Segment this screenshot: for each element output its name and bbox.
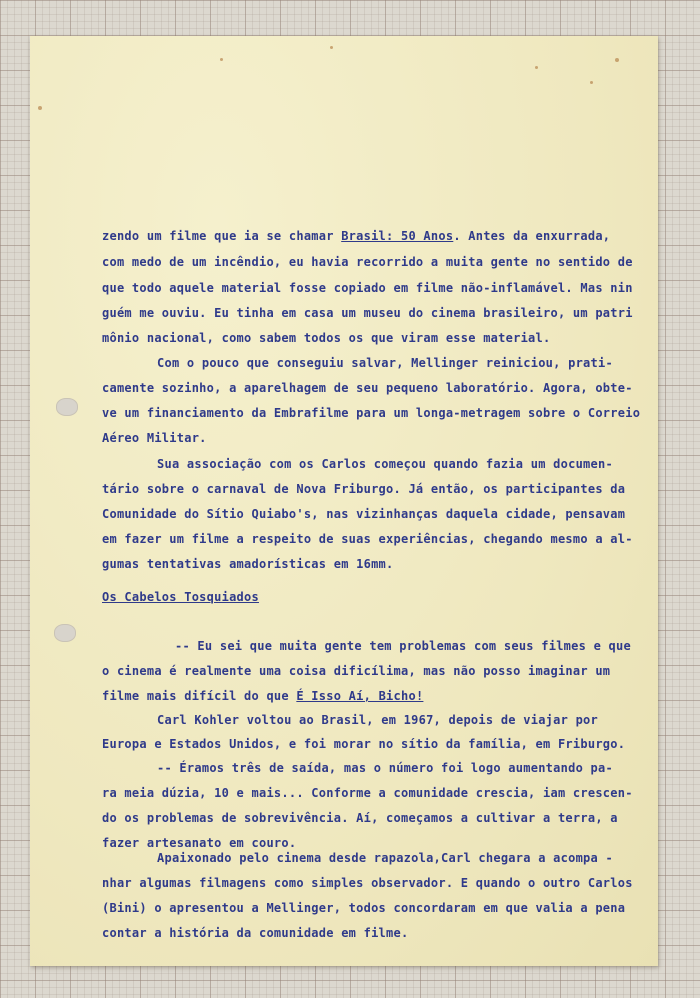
text-line (157, 457, 613, 471)
line-text: (Bini) o apresentou a Mellinger, todos concordaram em que valia a pena (102, 901, 626, 915)
line-text: Europa e Estados Unidos, e foi morar no sítio da família, em Friburgo. (102, 737, 626, 751)
line-text: que todo aquele material fosse copiado em filme não-inflamável. Mas nin (102, 281, 633, 295)
paper-stain (590, 81, 593, 84)
line-text: o cinema é realmente uma coisa dificílima, mas não posso imaginar um (102, 664, 611, 678)
text-line (102, 737, 625, 751)
line-text: camente sozinho, a aparelhagem de seu pequeno laboratório. Agora, obte- (102, 381, 633, 395)
text-line (102, 281, 633, 295)
line-text: Carl Kohler voltou ao Brasil, em 1967, depois de viajar por (157, 713, 599, 727)
line-text: Comunidade do Sítio Quiabo's, nas vizinhanças daquela cidade, pensavam (102, 507, 626, 521)
text-line (102, 926, 408, 940)
punch-hole (56, 398, 78, 416)
line-text: fazer artesanato em couro. (102, 836, 297, 850)
typewritten-page (30, 36, 658, 966)
text-line (157, 761, 613, 775)
paper-stain (330, 46, 333, 49)
line-text: com medo de um incêndio, eu havia recorrido a muita gente no sentido de (102, 255, 633, 269)
text-line (157, 356, 613, 370)
text-line (102, 507, 625, 521)
text-line (102, 306, 633, 320)
line-text: Aéreo Militar. (102, 431, 207, 445)
line-text: -- Eu sei que muita gente tem problemas com seus filmes e que (175, 639, 631, 653)
paper-stain (615, 58, 619, 62)
line-text: zendo um filme que ia se chamar (102, 229, 342, 243)
text-line (102, 557, 394, 571)
line-text: gumas tentativas amadorísticas em 16mm. (102, 557, 394, 571)
underlined-title: É Isso Aí, Bicho! (296, 689, 424, 703)
text-line (102, 786, 633, 800)
text-line (102, 229, 610, 243)
text-line (102, 482, 625, 496)
paper-stain (220, 58, 223, 61)
section-heading (102, 590, 259, 604)
text-line (102, 255, 633, 269)
line-text: Com o pouco que conseguiu salvar, Mellinger reiniciou, prati- (157, 356, 613, 370)
paper-stain (535, 66, 538, 69)
text-line (157, 713, 598, 727)
text-line (102, 901, 625, 915)
line-text: Sua associação com os Carlos começou quando fazia um documen- (157, 457, 613, 471)
paper-stain (38, 106, 42, 110)
line-text: do os problemas de sobrevivência. Aí, começamos a cultivar a terra, a (102, 811, 618, 825)
underlined-title: Brasil: 50 Anos (341, 229, 454, 243)
line-text: filme mais difícil do que (102, 689, 297, 703)
text-line (102, 431, 207, 445)
line-text: nhar algumas filmagens como simples observador. E quando o outro Carlos (102, 876, 633, 890)
line-text: . Antes da enxurrada, (453, 229, 611, 243)
text-line (102, 406, 640, 420)
text-line (102, 876, 633, 890)
line-text: ve um financiamento da Embrafilme para um longa-metragem sobre o Correio (102, 406, 641, 420)
text-line (102, 836, 296, 850)
text-line (102, 381, 633, 395)
line-text: tário sobre o carnaval de Nova Friburgo. Já então, os participantes da (102, 482, 626, 496)
text-line (102, 811, 618, 825)
text-line (102, 532, 633, 546)
text-line (102, 664, 610, 678)
punch-hole (54, 624, 76, 642)
line-text: ra meia dúzia, 10 e mais... Conforme a comunidade crescia, iam crescen- (102, 786, 633, 800)
underlined-title: Os Cabelos Tosquiados (102, 590, 259, 604)
line-text: contar a história da comunidade em filme. (102, 926, 409, 940)
line-text: -- Éramos três de saída, mas o número foi logo aumentando pa- (157, 761, 613, 775)
line-text: mônio nacional, como sabem todos os que viram esse material. (102, 331, 551, 345)
line-text: em fazer um filme a respeito de suas experiências, chegando mesmo a al- (102, 532, 633, 546)
line-text: Apaixonado pelo cinema desde rapazola,Carl chegara a acompa - (157, 851, 613, 865)
text-line (157, 851, 613, 865)
text-line (102, 331, 550, 345)
line-text: guém me ouviu. Eu tinha em casa um museu do cinema brasileiro, um patri (102, 306, 633, 320)
text-line (175, 639, 631, 653)
text-line (102, 689, 423, 703)
